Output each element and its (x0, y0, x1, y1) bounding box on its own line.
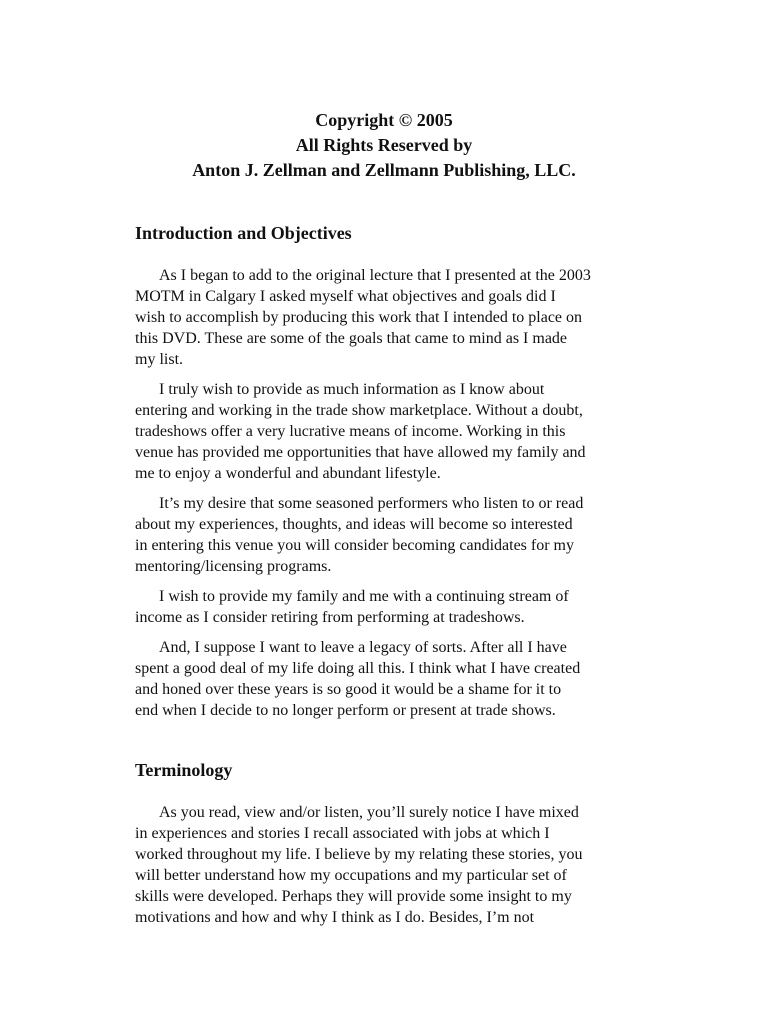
text-line: skills were developed. Perhaps they will provide some insight to my (135, 888, 572, 905)
text-line: It’s my desire that some seasoned performers who listen to or read (159, 495, 584, 512)
text-line: MOTM in Calgary I asked myself what objectives and goals did I (135, 288, 556, 305)
copyright-line: Copyright © 2005 (315, 110, 453, 130)
text-line: mentoring/licensing programs. (135, 558, 332, 575)
text-line: As you read, view and/or listen, you’ll surely notice I have mixed (159, 804, 579, 821)
terminology-body (135, 802, 635, 937)
text-line: income as I consider retiring from performing at tradeshows. (135, 609, 525, 626)
text-line: entering and working in the trade show marketplace. Without a doubt, (135, 402, 583, 419)
text-line: venue has provided me opportunities that have allowed my family and (135, 444, 586, 461)
text-line: in entering this venue you will consider becoming candidates for my (135, 537, 574, 554)
text-line: me to enjoy a wonderful and abundant lifestyle. (135, 465, 441, 482)
publisher-line: Anton J. Zellman and Zellmann Publishing, LLC. (192, 160, 576, 180)
text-line: As I began to add to the original lecture that I presented at the 2003 (159, 267, 591, 284)
introduction-body (135, 265, 635, 730)
text-line: this DVD. These are some of the goals that came to mind as I made (135, 330, 568, 347)
text-line: about my experiences, thoughts, and ideas will become so interested (135, 516, 573, 533)
rights-reserved-line: All Rights Reserved by (295, 135, 473, 155)
text-line: end when I decide to no longer perform or present at trade shows. (135, 702, 556, 719)
paragraph (135, 586, 635, 628)
text-line: spent a good deal of my life doing all this. I think what I have created (135, 660, 581, 677)
text-line: I wish to provide my family and me with a continuing stream of (159, 588, 569, 605)
text-line: I truly wish to provide as much information as I know about (159, 381, 545, 398)
section-heading-terminology: Terminology (135, 760, 233, 780)
text-line: tradeshows offer a very lucrative means of income. Working in this (135, 423, 566, 440)
section-heading-introduction: Introduction and Objectives (135, 223, 352, 243)
text-line: my list. (135, 351, 184, 368)
paragraph (135, 379, 635, 484)
paragraph (135, 637, 635, 721)
text-line: wish to accomplish by producing this work that I intended to place on (135, 309, 583, 326)
paragraph (135, 265, 635, 370)
text-line: worked throughout my life. I believe by my relating these stories, you (135, 846, 583, 863)
text-line: will better understand how my occupations and my particular set of (135, 867, 567, 884)
text-line: in experiences and stories I recall associated with jobs at which I (135, 825, 550, 842)
text-line: and honed over these years is so good it would be a shame for it to (135, 681, 562, 698)
text-line: And, I suppose I want to leave a legacy of sorts. After all I have (159, 639, 567, 656)
paragraph (135, 802, 635, 928)
paragraph (135, 493, 635, 577)
copyright-notice (0, 108, 768, 183)
text-line: motivations and how and why I think as I do. Besides, I’m not (135, 909, 535, 926)
